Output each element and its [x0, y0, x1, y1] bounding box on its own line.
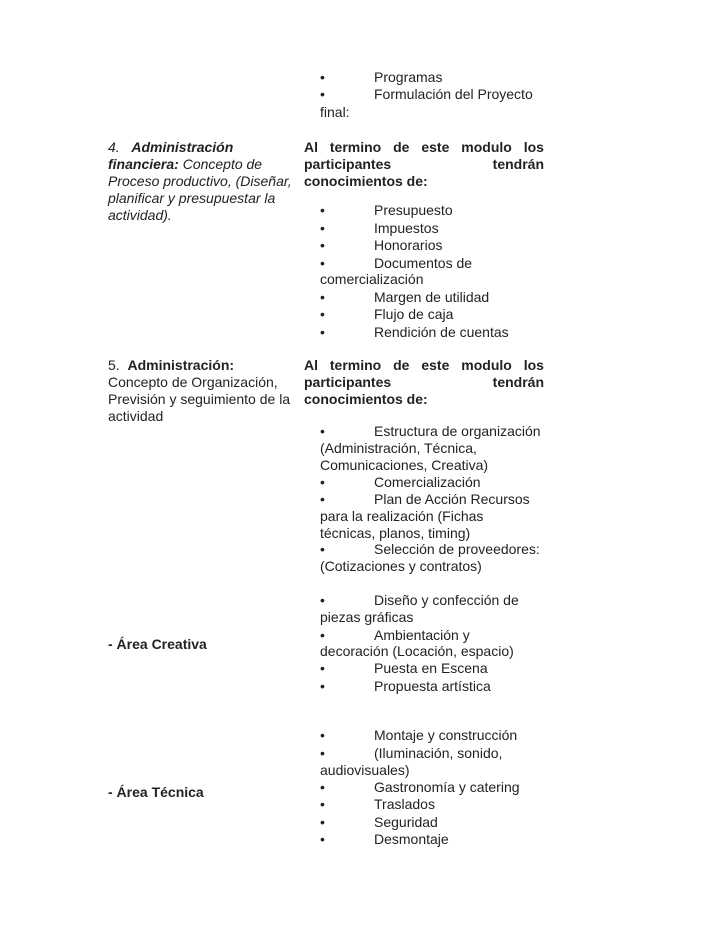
bullet-icon: •	[320, 324, 325, 340]
bullet-icon: •	[320, 237, 325, 253]
bullet-icon: •	[320, 86, 325, 102]
list-item: • Plan de Acción Recursos	[320, 491, 530, 507]
bullet-icon: •	[320, 289, 325, 305]
list-item: • Flujo de caja	[320, 306, 454, 322]
list-item: • Propuesta artística	[320, 678, 491, 694]
list-item: • Honorarios	[320, 237, 443, 253]
bullet-icon: •	[320, 69, 325, 85]
list-item: • Impuestos	[320, 220, 439, 236]
list-item: • Puesta en Escena	[320, 660, 488, 676]
list-item: • Rendición de cuentas	[320, 324, 509, 340]
list-item: • Programas	[320, 69, 443, 85]
bullet-icon: •	[320, 779, 325, 795]
list-item: • Traslados	[320, 796, 435, 812]
bullet-icon: •	[320, 306, 325, 322]
bullet-icon: •	[320, 678, 325, 694]
list-item: • Estructura de organización	[320, 423, 541, 439]
list-item-continuation: Comunicaciones, Creativa)	[320, 457, 489, 473]
list-item: • Formulación del Proyecto	[320, 86, 533, 102]
section-5-intro: Al termino de este modulo los participantes tendrán conocimientos de:	[304, 357, 544, 407]
list-item: • Desmontaje	[320, 831, 449, 847]
bullet-icon: •	[320, 831, 325, 847]
list-item-continuation: piezas gráficas	[320, 609, 414, 625]
bullet-icon: •	[320, 474, 325, 490]
area-tecnica-label: - Área Técnica	[108, 784, 204, 800]
bullet-icon: •	[320, 541, 325, 557]
list-item: • Documentos de	[320, 255, 473, 271]
bullet-icon: •	[320, 814, 325, 830]
bullet-icon: •	[320, 255, 325, 271]
list-item: • Seguridad	[320, 814, 438, 830]
section-4-intro: Al termino de este modulo los participantes tendrán conocimientos de:	[304, 139, 544, 189]
bullet-icon: •	[320, 423, 325, 439]
section-4-heading: 4. Administración financiera: Concepto de Proceso productivo, (Diseñar, planificar y presupuestar la actividad).	[108, 139, 292, 223]
list-item: • Gastronomía y catering	[320, 779, 520, 795]
list-item-continuation: para la realización (Fichas	[320, 508, 484, 524]
bullet-icon: •	[320, 627, 325, 643]
list-item: • Diseño y confección de	[320, 592, 519, 608]
bullet-icon: •	[320, 220, 325, 236]
list-item: • Presupuesto	[320, 202, 453, 218]
list-item: • Comercialización	[320, 474, 481, 490]
list-item-continuation: técnicas, planos, timing)	[320, 525, 471, 541]
list-item: • Selección de proveedores:	[320, 541, 540, 557]
bullet-icon: •	[320, 796, 325, 812]
area-creativa-label: - Área Creativa	[108, 636, 207, 652]
list-item-continuation: decoración (Locación, espacio)	[320, 643, 514, 659]
bullet-icon: •	[320, 745, 325, 761]
list-item: • Montaje y construcción	[320, 727, 518, 743]
list-item: • (Iluminación, sonido,	[320, 745, 503, 761]
bullet-icon: •	[320, 727, 325, 743]
bullet-icon: •	[320, 592, 325, 608]
list-item: • Ambientación y	[320, 627, 470, 643]
list-item-continuation: (Cotizaciones y contratos)	[320, 558, 482, 574]
list-item-continuation: final:	[320, 104, 350, 120]
section-5-heading: 5. Administración: Concepto de Organización, Previsión y seguimiento de la actividad	[108, 357, 291, 424]
bullet-icon: •	[320, 491, 325, 507]
bullet-icon: •	[320, 660, 325, 676]
list-item-continuation: (Administración, Técnica,	[320, 440, 477, 456]
list-item-continuation: comercialización	[320, 271, 424, 287]
list-item: • Margen de utilidad	[320, 289, 490, 305]
bullet-icon: •	[320, 202, 325, 218]
list-item-continuation: audiovisuales)	[320, 762, 410, 778]
